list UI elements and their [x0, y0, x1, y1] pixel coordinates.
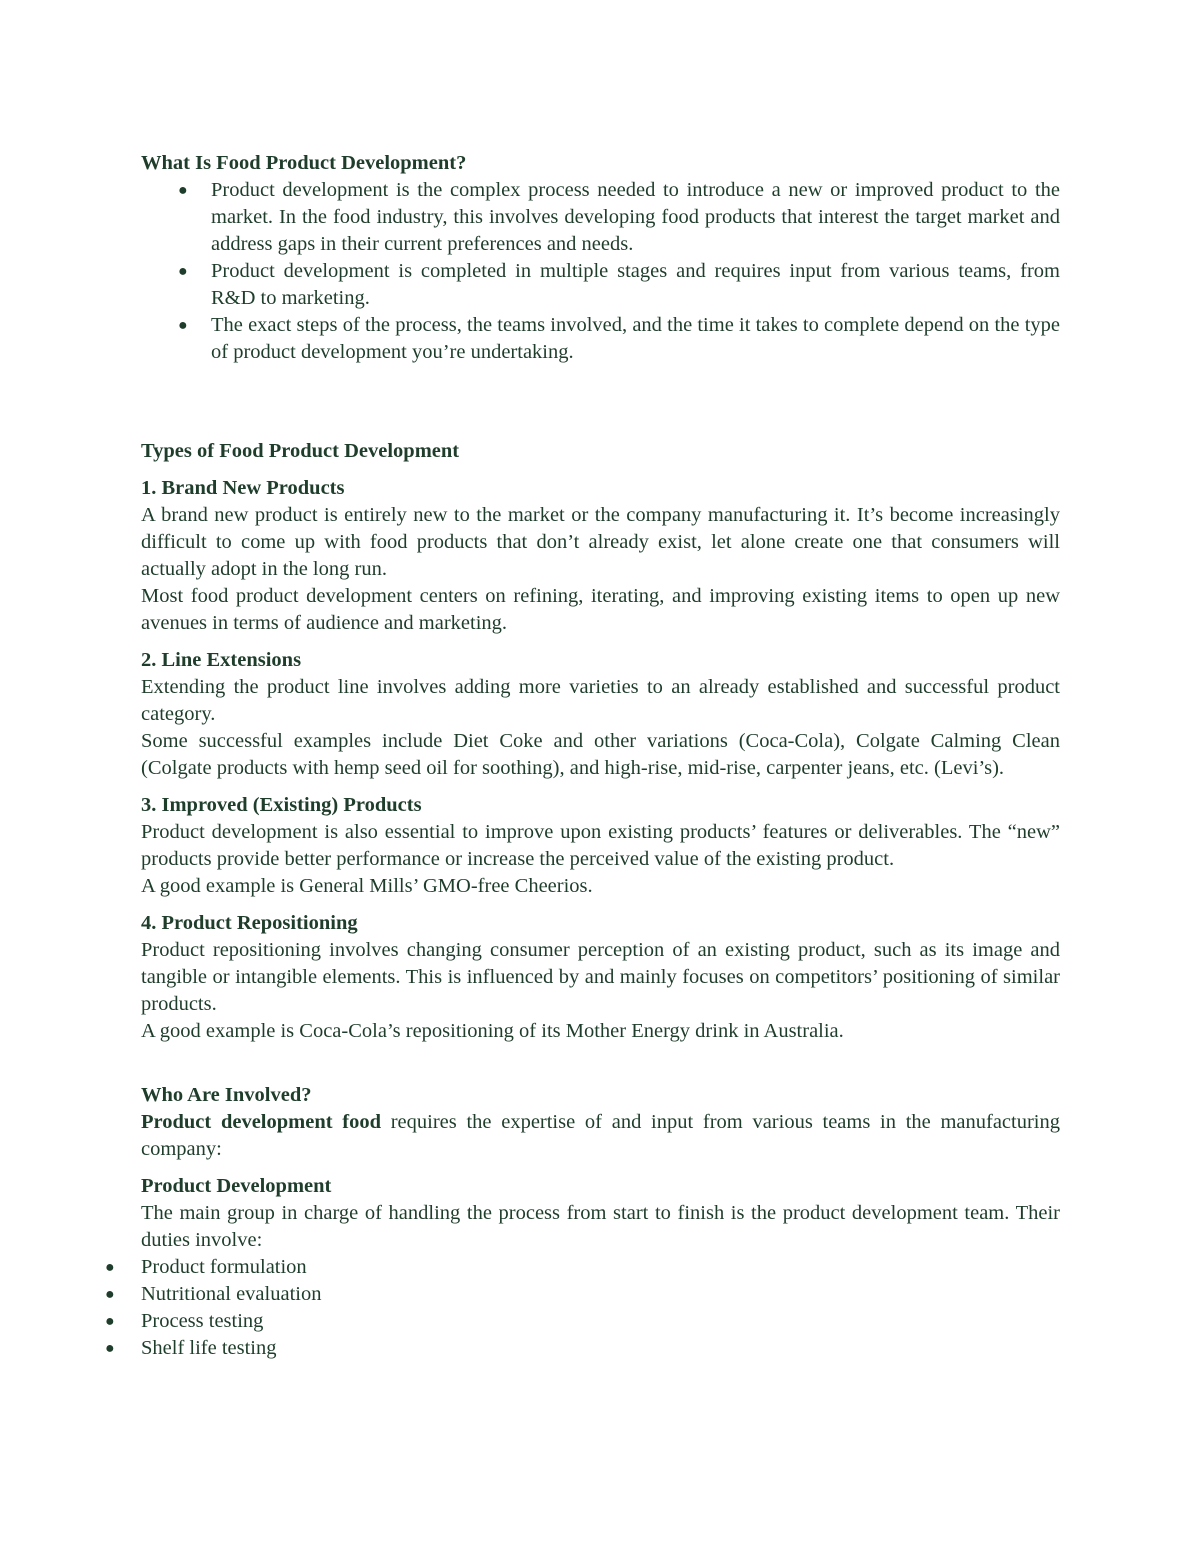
- bullet-icon: ●: [178, 317, 188, 334]
- paragraph: Most food product development centers on refining, iterating, and improving existing items to open up new avenues in terms of audience and marketing.: [141, 585, 1060, 634]
- subheading-product-development: Product Development: [141, 1175, 332, 1197]
- duties-list: [105, 1254, 1060, 1362]
- section-heading-what-is: What Is Food Product Development?: [141, 152, 467, 174]
- paragraph: Some successful examples include Diet Coke and other variations (Coca-Cola), Colgate Calming Clean (Colgate products with hemp seed oil for soothing), and high-rise, mid-rise, carpenter jeans, etc. (Levi’s).: [141, 730, 1060, 779]
- bullet-icon: ●: [105, 1340, 115, 1357]
- paragraph: Product repositioning involves changing consumer perception of an existing product, such as its image and tangible or intangible elements. This is influenced by and mainly focuses on competitors’ positioning of similar products.: [141, 939, 1060, 1015]
- section-heading-types: Types of Food Product Development: [141, 440, 460, 462]
- paragraph: A good example is Coca-Cola’s repositioning of its Mother Energy drink in Australia.: [141, 1020, 844, 1042]
- document-page: [105, 150, 1061, 1362]
- bullet-icon: ●: [105, 1259, 115, 1276]
- type-title-line-extensions: 2. Line Extensions: [141, 649, 302, 671]
- list-item: ● Product development is completed in multiple stages and requires input from various teams, from R&D to marketing.: [178, 260, 1060, 309]
- list-item: ● Product formulation: [141, 1254, 1060, 1281]
- type-title-improved-products: 3. Improved (Existing) Products: [141, 794, 422, 816]
- bullet-icon: ●: [105, 1286, 115, 1303]
- section-heading-who-involved: Who Are Involved?: [141, 1084, 312, 1106]
- paragraph: Extending the product line involves adding more varieties to an already established and successful product category.: [141, 676, 1060, 725]
- definition-bullet-list: [141, 177, 1060, 366]
- intro-bold-phrase: Product development food: [141, 1111, 381, 1133]
- paragraph: Product development is also essential to improve upon existing products’ features or deliverables. The “new” products provide better performance or increase the perceived value of the existing product.: [141, 821, 1060, 870]
- paragraph: A good example is General Mills’ GMO-free Cheerios.: [141, 875, 593, 897]
- paragraph: A brand new product is entirely new to the market or the company manufacturing it. It’s become increasingly difficult to come up with food products that don’t already exist, let alone create one that consumers will actually adopt in the long run.: [141, 504, 1060, 580]
- list-item: ● Product development is the complex process needed to introduce a new or improved product to the market. In the food industry, this involves developing food products that interest the target market and address gaps in their current preferences and needs.: [178, 179, 1060, 255]
- list-item: ● Process testing: [141, 1308, 1060, 1335]
- list-item: ● Shelf life testing: [141, 1335, 1060, 1362]
- bullet-icon: ●: [105, 1313, 115, 1330]
- type-title-brand-new: 1. Brand New Products: [141, 477, 345, 499]
- bullet-icon: ●: [178, 263, 188, 280]
- paragraph: The main group in charge of handling the process from start to finish is the product development team. Their duties involve:: [141, 1202, 1060, 1251]
- bullet-icon: ●: [178, 182, 188, 199]
- type-title-repositioning: 4. Product Repositioning: [141, 912, 358, 934]
- list-item: ● Nutritional evaluation: [141, 1281, 1060, 1308]
- intro-paragraph: Product development food requires the expertise of and input from various teams in the manufacturing company:: [141, 1111, 1061, 1160]
- list-item: ● The exact steps of the process, the teams involved, and the time it takes to complete depend on the type of product development you’re undertaking.: [178, 314, 1060, 363]
